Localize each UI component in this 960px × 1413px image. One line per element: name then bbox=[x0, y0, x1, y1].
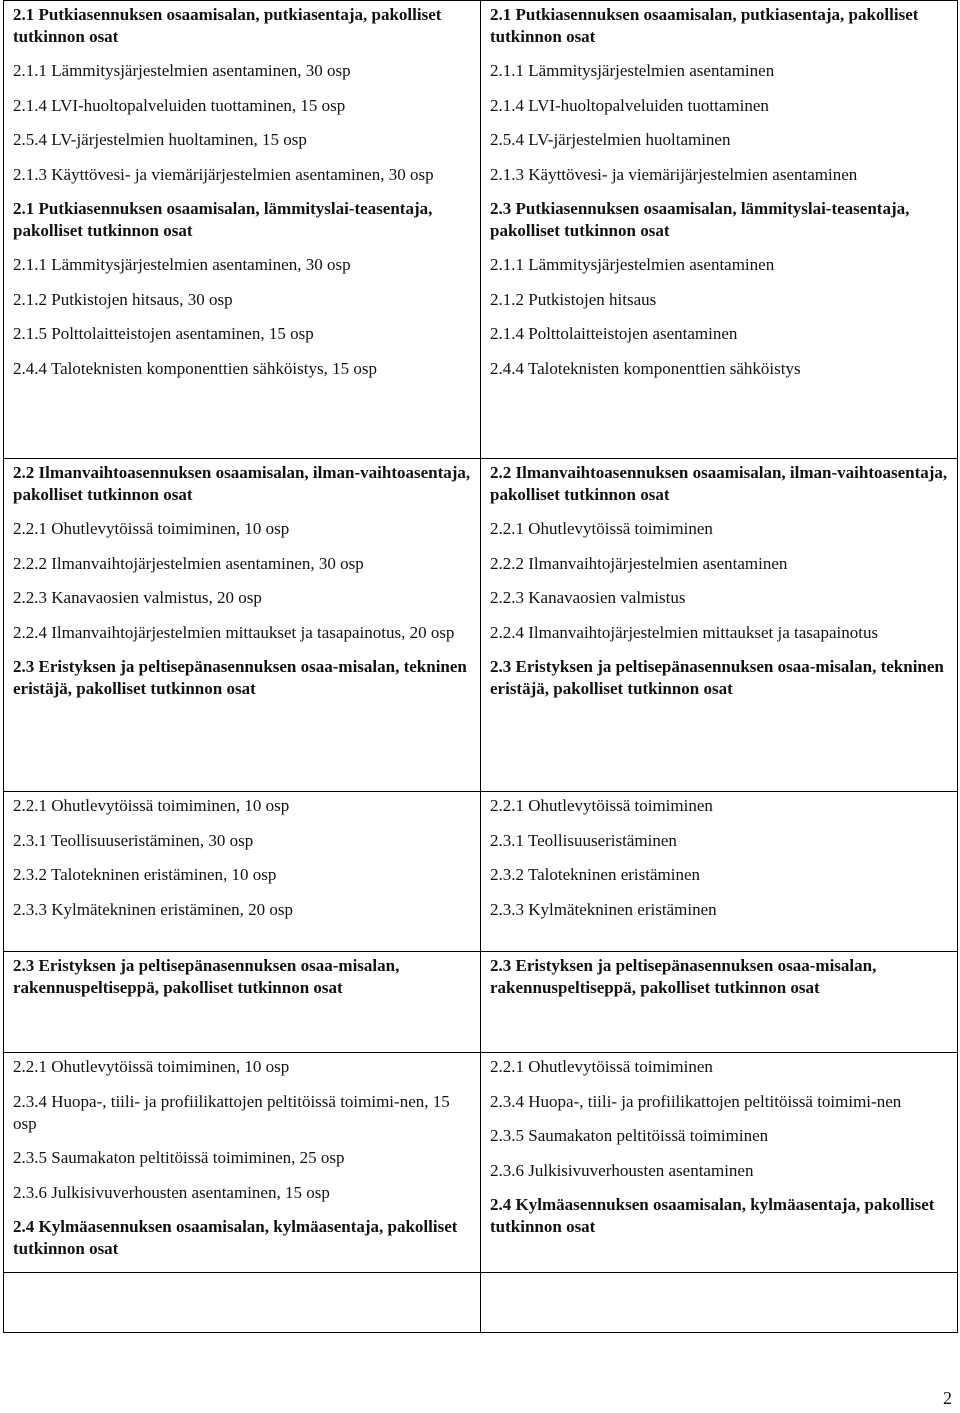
course-item: 2.1.1 Lämmitysjärjestelmien asentaminen bbox=[490, 61, 775, 80]
course-item: 2.1.3 Käyttövesi- ja viemärijärjestelmien asentaminen bbox=[490, 164, 858, 184]
table-cell-old bbox=[4, 1, 481, 459]
table-cell-old bbox=[4, 1273, 481, 1333]
page-number: 2 bbox=[943, 1388, 952, 1408]
course-item: 2.2.3 Kanavaosien valmistus bbox=[490, 588, 686, 607]
table-cell-old bbox=[4, 459, 481, 792]
course-item: 2.1.1 Lämmitysjärjestelmien asentaminen, 30 osp bbox=[13, 61, 351, 80]
table-row bbox=[4, 1273, 958, 1333]
table-cell-new bbox=[481, 1053, 958, 1273]
course-item: 2.2.2 Ilmanvaihtojärjestelmien asentaminen bbox=[490, 553, 788, 573]
course-item: 2.1.2 Putkistojen hitsaus bbox=[490, 289, 657, 309]
course-item: 2.2.1 Ohutlevytöissä toimiminen, 10 osp bbox=[13, 1057, 290, 1076]
section-heading: 2.4 Kylmäasennuksen osaamisalan, kylmäasentaja, pakolliset tutkinnon osat bbox=[13, 1217, 458, 1258]
comparison-table-body bbox=[4, 1, 958, 1333]
table-row bbox=[4, 459, 958, 792]
course-item: 2.3.3 Kylmätekninen eristäminen bbox=[490, 899, 717, 919]
course-item: 2.2.1 Ohutlevytöissä toimiminen bbox=[490, 796, 713, 815]
course-item: 2.1.4 LVI-huoltopalveluiden tuottaminen, 15 osp bbox=[13, 95, 346, 115]
table-row bbox=[4, 792, 958, 952]
table-cell-new bbox=[481, 459, 958, 792]
course-item: 2.3.5 Saumakaton peltitöissä toimiminen bbox=[490, 1126, 769, 1145]
table-cell-new bbox=[481, 952, 958, 1053]
course-item: 2.3.4 Huopa-, tiili- ja profiilikattojen peltitöissä toimimi-nen, 15 osp bbox=[13, 1091, 450, 1133]
table-cell-new bbox=[481, 792, 958, 952]
course-item: 2.4.4 Taloteknisten komponenttien sähköistys, 15 osp bbox=[13, 358, 377, 378]
course-item: 2.3.1 Teollisuuseristäminen bbox=[490, 830, 677, 850]
course-item: 2.3.2 Talotekninen eristäminen bbox=[490, 865, 701, 884]
comparison-table bbox=[3, 0, 958, 1333]
course-item: 2.4.4 Taloteknisten komponenttien sähköistys bbox=[490, 358, 801, 378]
section-heading: 2.2 Ilmanvaihtoasennuksen osaamisalan, ilman-vaihtoasentaja, pakolliset tutkinnon osat bbox=[490, 463, 948, 504]
table-cell-old bbox=[4, 1053, 481, 1273]
course-item: 2.1.2 Putkistojen hitsaus, 30 osp bbox=[13, 289, 233, 309]
course-item: 2.2.2 Ilmanvaihtojärjestelmien asentaminen, 30 osp bbox=[13, 553, 364, 573]
table-cell-new bbox=[481, 1, 958, 459]
table-row bbox=[4, 1, 958, 459]
course-item: 2.2.3 Kanavaosien valmistus, 20 osp bbox=[13, 588, 262, 607]
course-item: 2.3.6 Julkisivuverhousten asentaminen bbox=[490, 1160, 754, 1180]
course-item: 2.2.1 Ohutlevytöissä toimiminen bbox=[490, 519, 713, 538]
course-item: 2.3.4 Huopa-, tiili- ja profiilikattojen peltitöissä toimimi-nen bbox=[490, 1091, 902, 1111]
course-item: 2.2.1 Ohutlevytöissä toimiminen bbox=[490, 1057, 713, 1076]
section-heading: 2.2 Ilmanvaihtoasennuksen osaamisalan, ilman-vaihtoasentaja, pakolliset tutkinnon osat bbox=[13, 463, 471, 504]
course-item: 2.1.5 Polttolaitteistojen asentaminen, 15 osp bbox=[13, 324, 314, 343]
course-item: 2.1.4 Polttolaitteistojen asentaminen bbox=[490, 324, 738, 343]
course-item: 2.1.1 Lämmitysjärjestelmien asentaminen bbox=[490, 255, 775, 274]
table-cell-old bbox=[4, 792, 481, 952]
course-item: 2.2.4 Ilmanvaihtojärjestelmien mittaukset ja tasapainotus, 20 osp bbox=[13, 622, 455, 642]
table-row bbox=[4, 1053, 958, 1273]
table-cell-new bbox=[481, 1273, 958, 1333]
section-heading: 2.4 Kylmäasennuksen osaamisalan, kylmäasentaja, pakolliset tutkinnon osat bbox=[490, 1195, 935, 1236]
course-item: 2.3.1 Teollisuuseristäminen, 30 osp bbox=[13, 830, 254, 850]
section-heading: 2.1 Putkiasennuksen osaamisalan, putkiasentaja, pakolliset tutkinnon osat bbox=[13, 5, 442, 46]
course-item: 2.1.4 LVI-huoltopalveluiden tuottaminen bbox=[490, 95, 769, 115]
section-heading: 2.3 Putkiasennuksen osaamisalan, lämmityslai-teasentaja, pakolliset tutkinnon osat bbox=[490, 199, 910, 240]
course-item: 2.3.3 Kylmätekninen eristäminen, 20 osp bbox=[13, 899, 293, 919]
course-item: 2.2.4 Ilmanvaihtojärjestelmien mittaukset ja tasapainotus bbox=[490, 622, 879, 642]
section-heading: 2.3 Eristyksen ja peltisepänasennuksen osaa-misalan, tekninen eristäjä, pakolliset tutkinnon osat bbox=[13, 657, 467, 698]
table-cell-old bbox=[4, 952, 481, 1053]
course-item: 2.2.1 Ohutlevytöissä toimiminen, 10 osp bbox=[13, 796, 290, 815]
course-item: 2.3.2 Talotekninen eristäminen, 10 osp bbox=[13, 865, 277, 884]
section-heading: 2.1 Putkiasennuksen osaamisalan, putkiasentaja, pakolliset tutkinnon osat bbox=[490, 5, 919, 46]
course-item: 2.5.4 LV-järjestelmien huoltaminen, 15 osp bbox=[13, 130, 307, 149]
course-item: 2.2.1 Ohutlevytöissä toimiminen, 10 osp bbox=[13, 519, 290, 538]
section-heading: 2.1 Putkiasennuksen osaamisalan, lämmityslai-teasentaja, pakolliset tutkinnon osat bbox=[13, 199, 433, 240]
course-item: 2.3.5 Saumakaton peltitöissä toimiminen, 25 osp bbox=[13, 1148, 345, 1167]
course-item: 2.1.3 Käyttövesi- ja viemärijärjestelmien asentaminen, 30 osp bbox=[13, 164, 434, 184]
section-heading: 2.3 Eristyksen ja peltisepänasennuksen osaa-misalan, rakennuspeltiseppä, pakolliset tutkinnon osat bbox=[490, 956, 877, 997]
course-item: 2.1.1 Lämmitysjärjestelmien asentaminen, 30 osp bbox=[13, 255, 351, 274]
section-heading: 2.3 Eristyksen ja peltisepänasennuksen osaa-misalan, rakennuspeltiseppä, pakolliset tutkinnon osat bbox=[13, 956, 400, 997]
course-item: 2.5.4 LV-järjestelmien huoltaminen bbox=[490, 130, 731, 149]
course-item: 2.3.6 Julkisivuverhousten asentaminen, 15 osp bbox=[13, 1182, 330, 1202]
section-heading: 2.3 Eristyksen ja peltisepänasennuksen osaa-misalan, tekninen eristäjä, pakolliset tutkinnon osat bbox=[490, 657, 944, 698]
table-row bbox=[4, 952, 958, 1053]
